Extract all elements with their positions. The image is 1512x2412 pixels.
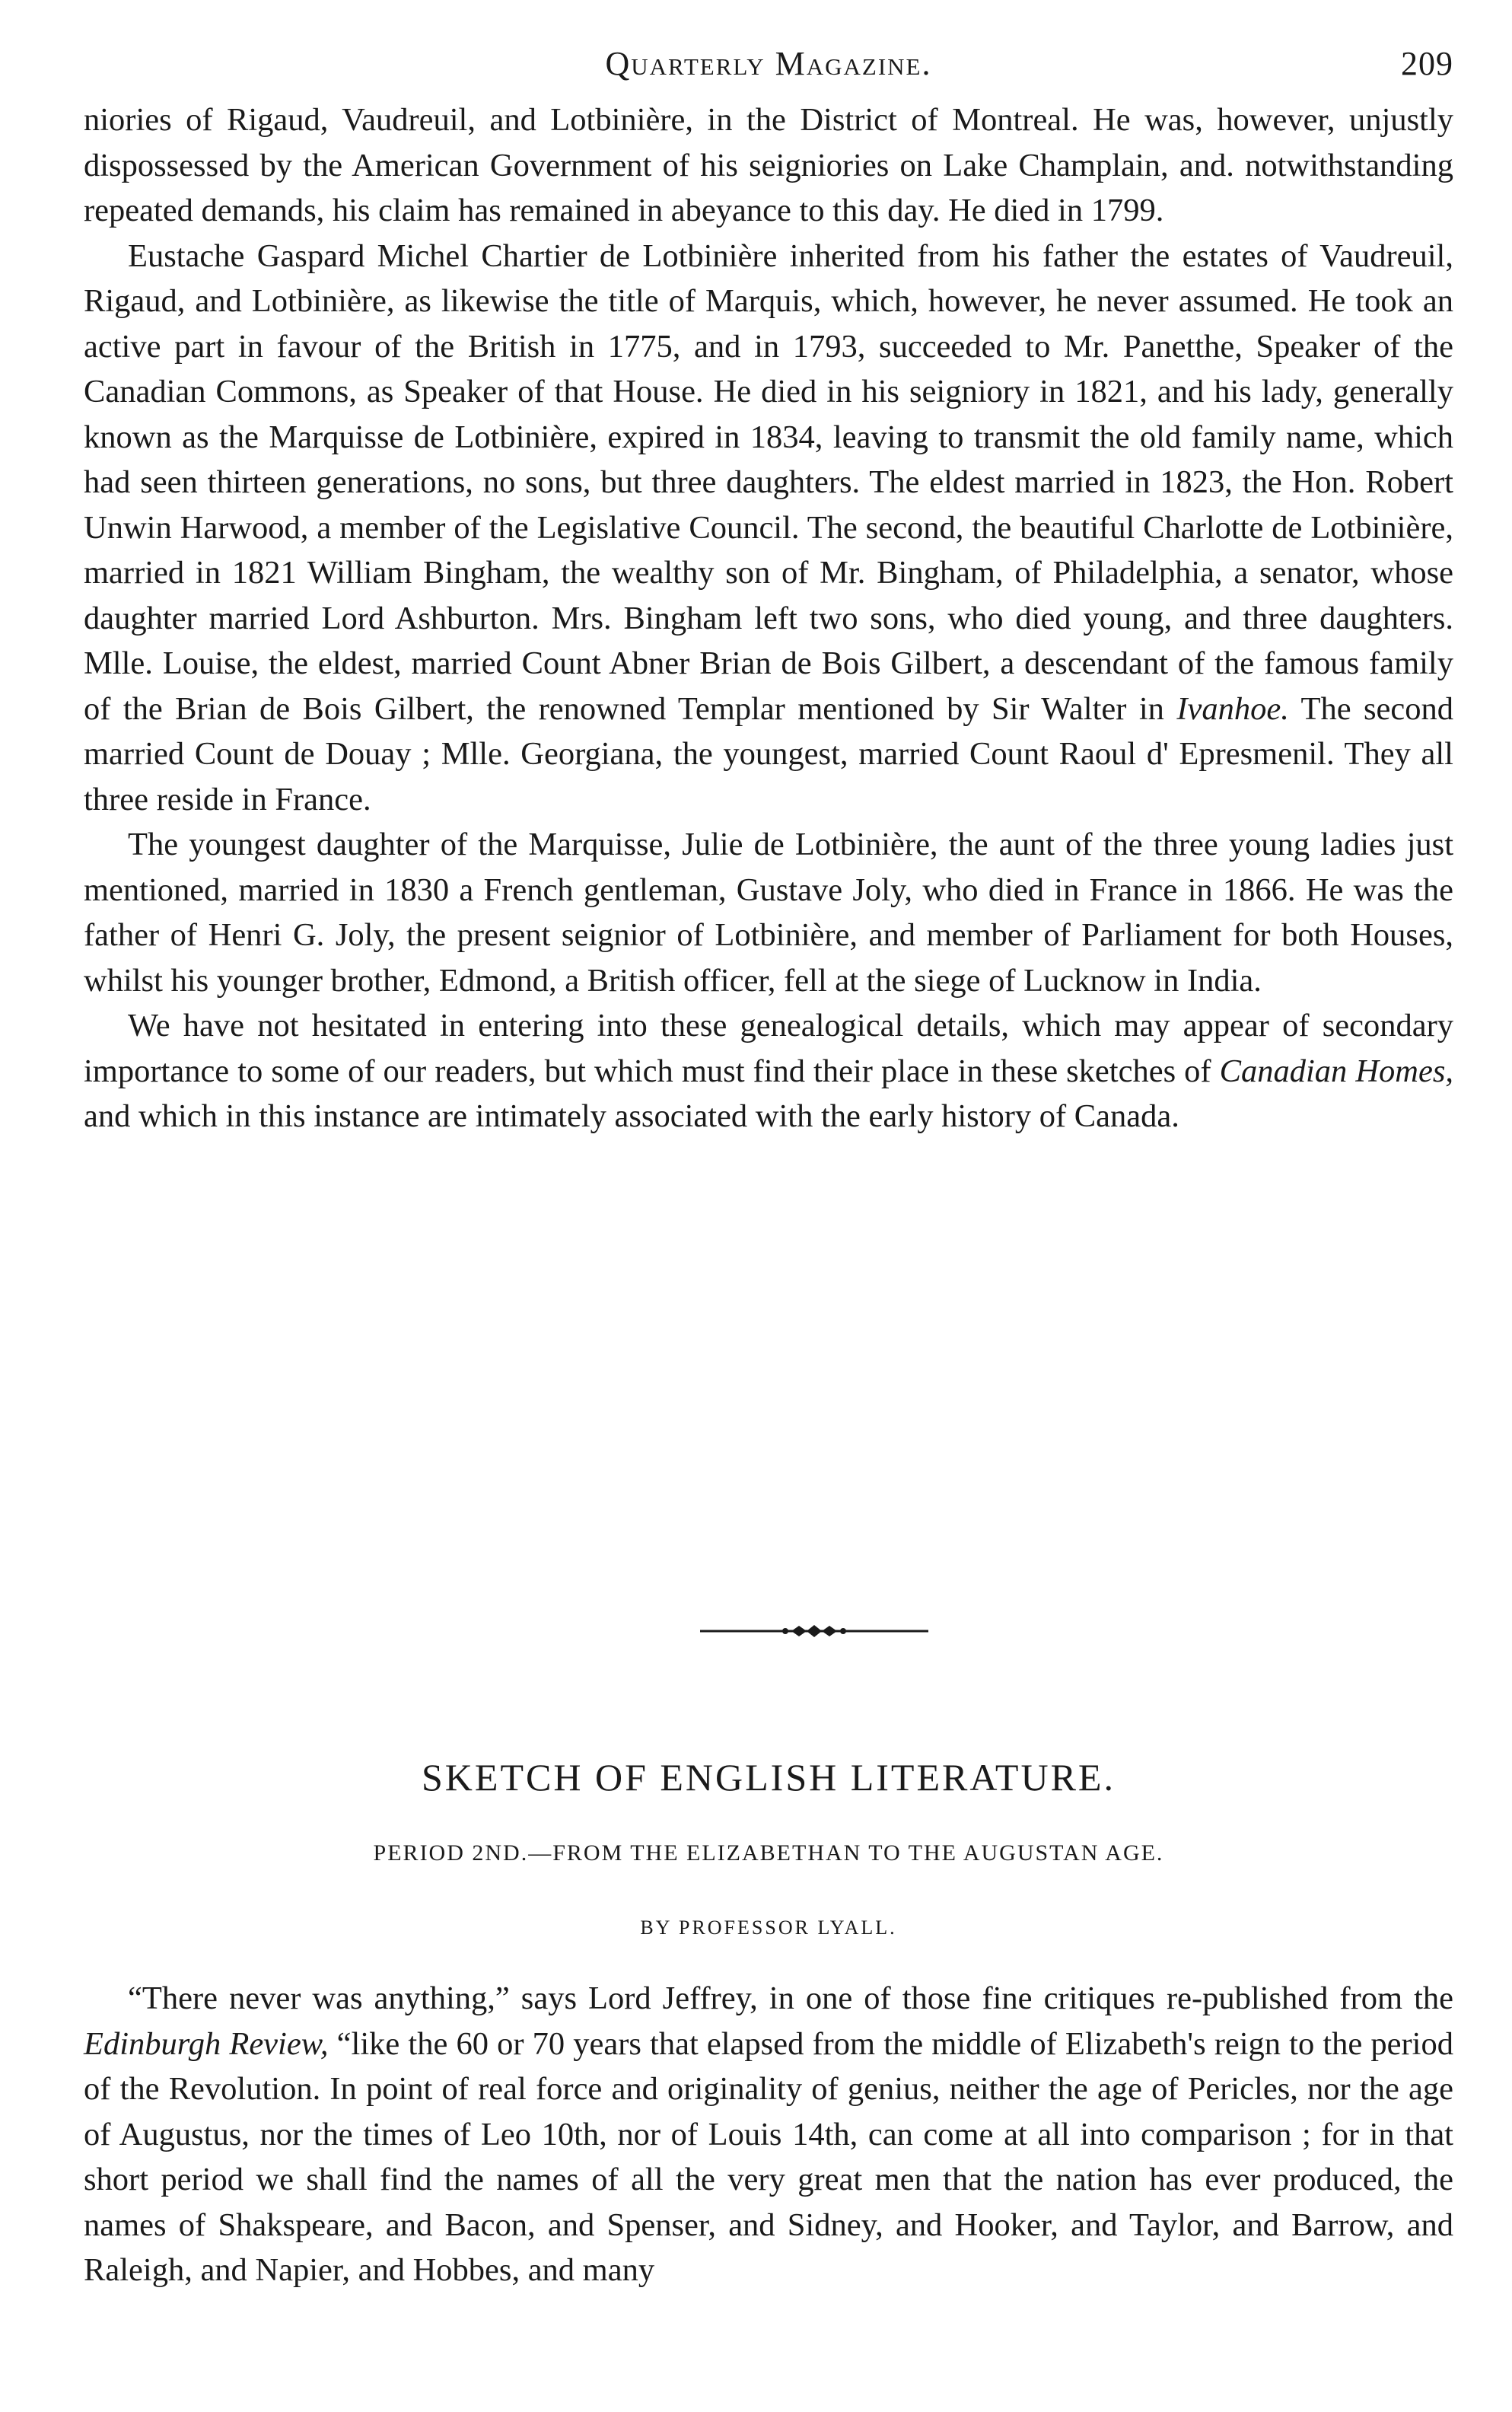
- paragraph-3-text: The youngest daughter of the Marquisse, Julie de Lotbinière, the aunt of the three young ladies just mentioned, married in 1830 a French gentleman, Gustave Joly, who died in France in 1866. He was the father of Henri G. Joly, the present seignior of Lotbinière, and member of Parliament for both Houses, whilst his younger brother, Edmond, a British officer, fell at the siege of Lucknow in India.: [84, 827, 1453, 999]
- paragraph-1: [84, 97, 1453, 234]
- section-paragraph-1-start: “There never was anything,” says Lord Jeffrey, in one of those fine critiques re-published from the: [128, 1980, 1453, 2016]
- paragraph-2-tail: The second married Count de Douay ; Mlle. Georgiana, the youngest, married Count Raoul d' Epresmenil. They all three reside in France.: [84, 690, 1453, 817]
- section-title: SKETCH OF ENGLISH LITERATURE.: [422, 1756, 1116, 1799]
- paragraph-2: [84, 234, 1453, 823]
- section-period: PERIOD 2ND.—FROM THE ELIZABETHAN TO THE AUGUSTAN AGE.: [373, 1840, 1164, 1866]
- section-paragraph-1-rest: “like the 60 or 70 years that elapsed from the middle of Elizabeth's reign to the period of the Revolution. In point of real force and originality of genius, neither the age of Pericles, nor the age of Augustus, nor the times of Leo 10th, nor of Louis 14th, can come at all into comparison ; for in that short period we shall find the names of all the very great men that the nation has ever produced, the names of Shakspeare, and Bacon, and Spenser, and Sidney, and Hooker, and Taylor, and Barrow, and Raleigh, and Napier, and Hobbes, and many: [84, 2025, 1453, 2288]
- magazine-page: [84, 44, 1453, 2288]
- section-body: [84, 1976, 1453, 2293]
- paragraph-4-tail: and which in this instance are intimately associated with the early history of Canada.: [84, 1098, 1179, 1134]
- byline: BY PROFESSOR LYALL.: [640, 1917, 897, 1939]
- section-paragraph-1: [84, 1976, 1453, 2293]
- paragraph-1-text: niories of Rigaud, Vaudreuil, and Lotbinière, in the District of Montreal. He was, however, unjustly dispossessed by the American Government of his seigniories on Lake Champlain, and. notwithstanding repeated demands, his claim has remained in abeyance to this day. He died in 1799.: [84, 102, 1453, 228]
- canadian-homes-title: Canadian Homes,: [1219, 1053, 1453, 1089]
- ivanhoe-title: Ivanhoe.: [1176, 690, 1289, 727]
- page-number: 209: [1401, 45, 1453, 82]
- paragraph-3: [84, 822, 1453, 1003]
- paragraph-4-text: We have not hesitated in entering into these genealogical details, which may appear of secondary importance to some of our readers, but which must find their place in these sketches of: [84, 1008, 1453, 1089]
- running-title: Quarterly Magazine.: [605, 45, 932, 82]
- article-continued: [84, 97, 1453, 1139]
- edinburgh-review-title: Edinburgh Review,: [84, 2025, 329, 2062]
- paragraph-4: [84, 1003, 1453, 1139]
- running-head: [84, 44, 1453, 97]
- section-divider-ornament: [700, 1620, 928, 1643]
- paragraph-2-text: Eustache Gaspard Michel Chartier de Lotbinière inherited from his father the estates of Vaudreuil, Rigaud, and Lotbinière, as likewise the title of Marquis, which, however, he never assumed. He took an active part in favour of the British in 1775, and in 1793, succeeded to Mr. Panetthe, Speaker of the Canadian Commons, as Speaker of that House. He died in his seigniory in 1821, and his lady, generally known as the Marquisse de Lotbinière, expired in 1834, leaving to transmit the old family name, which had seen thirteen generations, no sons, but three daughters. The eldest married in 1823, the Hon. Robert Unwin Harwood, a member of the Legislative Council. The second, the beautiful Charlotte de Lotbinière, married in 1821 William Bingham, the wealthy son of Mr. Bingham, of Philadelphia, a senator, whose daughter married Lord Ashburton. Mrs. Bingham left two sons, who died young, and three daughters. Mlle. Louise, the eldest, married Count Abner Brian de Bois Gilbert, a descendant of the famous family of the Brian de Bois Gilbert, the renowned Templar mentioned by Sir Walter in: [84, 237, 1453, 727]
